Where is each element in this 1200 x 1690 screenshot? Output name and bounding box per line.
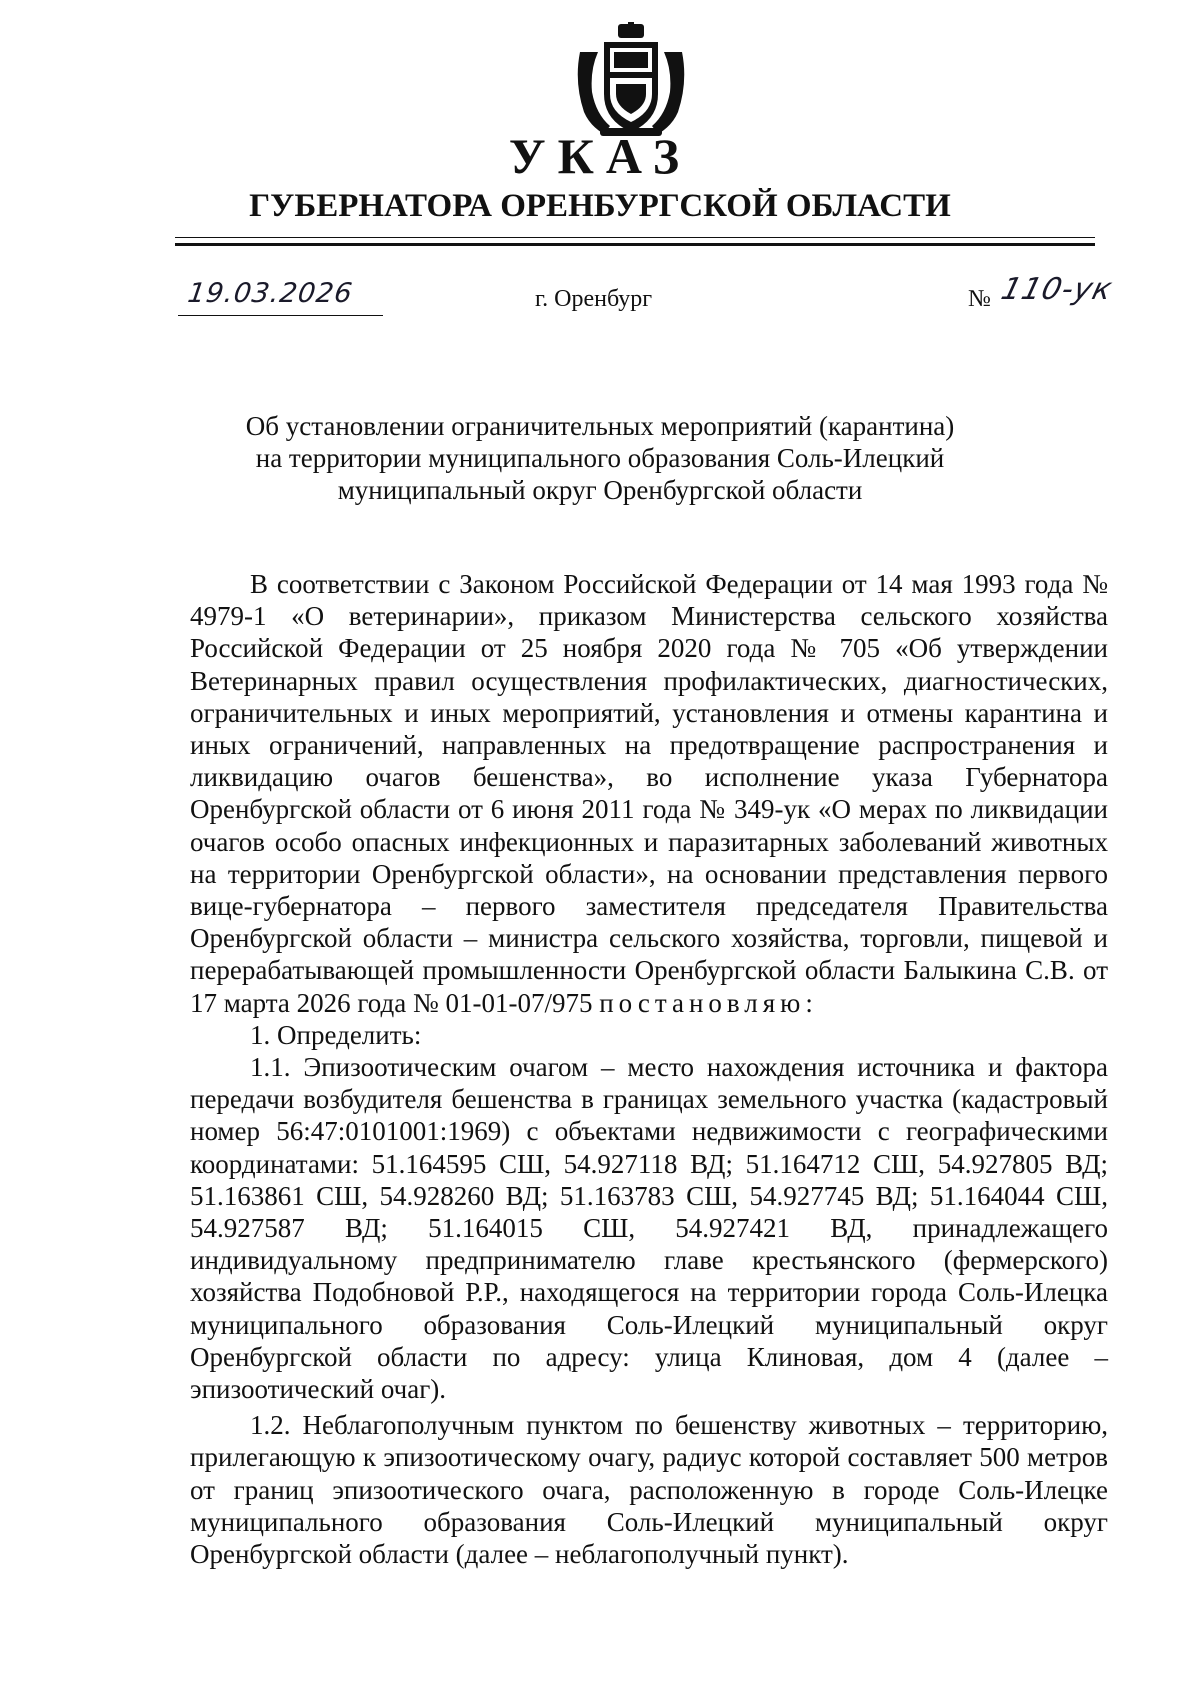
subject-line: на территории муниципального образования Соль-Илецкий	[255, 443, 945, 473]
decree-date-value: 19.03.2026	[185, 278, 355, 309]
item-1-2: 1.2. Неблагополучным пунктом по бешенству животных – территорию, прилегающую к эпизоотическому очагу, радиус которой составляет 500 метров от границ эпизоотического очага, расположенную в городе Соль-Илецке муниципального образования Соль-Илецкий муниципальный округ Оренбургской области (далее – неблагополучный пункт).	[190, 1410, 1108, 1570]
decree-number-value: 110-ук	[997, 272, 1117, 307]
coat-of-arms-icon	[570, 22, 692, 140]
decree-title: УКАЗ	[508, 128, 692, 184]
decree-body	[190, 568, 1108, 1570]
preamble-text: В соответствии с Законом Российской Федерации от 14 мая 1993 года № 4979-1 «О ветеринарии», приказом Министерства сельского хозяйства Российской Федерации от 25 ноября 2020 года № 705 «Об утверждении Ветеринарных правил осуществления профилактических, диагностических, ограничительных и иных мероприятий, установления и отмены карантина и иных ограничений, направленных на предотвращение распространения и ликвидацию очагов бешенства», во исполнение указа Губернатора Оренбургской области от 6 июня 2011 года № 349-ук «О мерах по ликвидации очагов особо опасных инфекционных и паразитарных заболеваний животных на территории Оренбургской области», на основании представления первого вице-губернатора – первого заместителя председателя Правительства Оренбургской области – министра сельского хозяйства, торговли, пищевой и перерабатывающей промышленности Оренбургской области Балыкина С.В. от 17 марта 2026 года № 01-01-07/975	[190, 569, 1108, 1018]
decree-city: г. Оренбург	[535, 286, 653, 312]
subject-line: муниципальный округ Оренбургской области	[337, 475, 863, 505]
preamble-paragraph	[190, 568, 1108, 1019]
item-1-1: 1.1. Эпизоотическим очагом – место нахождения источника и фактора передачи возбудителя бешенства в границах земельного участка (кадастровый номер 56:47:0101001:1969) с объектами недвижимости с географическими координатами: 51.164595 СШ, 54.927118 ВД; 51.164712 СШ, 54.927805 ВД; 51.163861 СШ, 54.928260 ВД; 51.163783 СШ, 54.927745 ВД; 51.164044 СШ, 54.927587 ВД; 51.164015 СШ, 54.927421 ВД, принадлежащего индивидуальному предпринимателю главе крестьянского (фермерского) хозяйства Подобновой Р.Р., находящегося на территории города Соль-Илецка муниципального образования Соль-Илецкий муниципальный округ Оренбургской области по адресу: улица Клиновая, дом 4 (далее – эпизоотический очаг).	[190, 1052, 1108, 1405]
decree-number	[968, 268, 1128, 338]
item-1: 1. Определить:	[250, 1019, 422, 1050]
subject-line: Об установлении ограничительных мероприятий (карантина)	[245, 411, 955, 441]
decree-subject	[0, 410, 1200, 506]
date-underline	[178, 315, 383, 316]
decree-word: постановляю:	[599, 987, 818, 1018]
header-divider-thick	[175, 243, 1095, 246]
number-sign: №	[968, 286, 991, 312]
decree-date	[178, 278, 388, 318]
header-divider-thin	[175, 237, 1095, 238]
decree-subtitle: ГУБЕРНАТОРА ОРЕНБУРГСКОЙ ОБЛАСТИ	[249, 188, 951, 224]
